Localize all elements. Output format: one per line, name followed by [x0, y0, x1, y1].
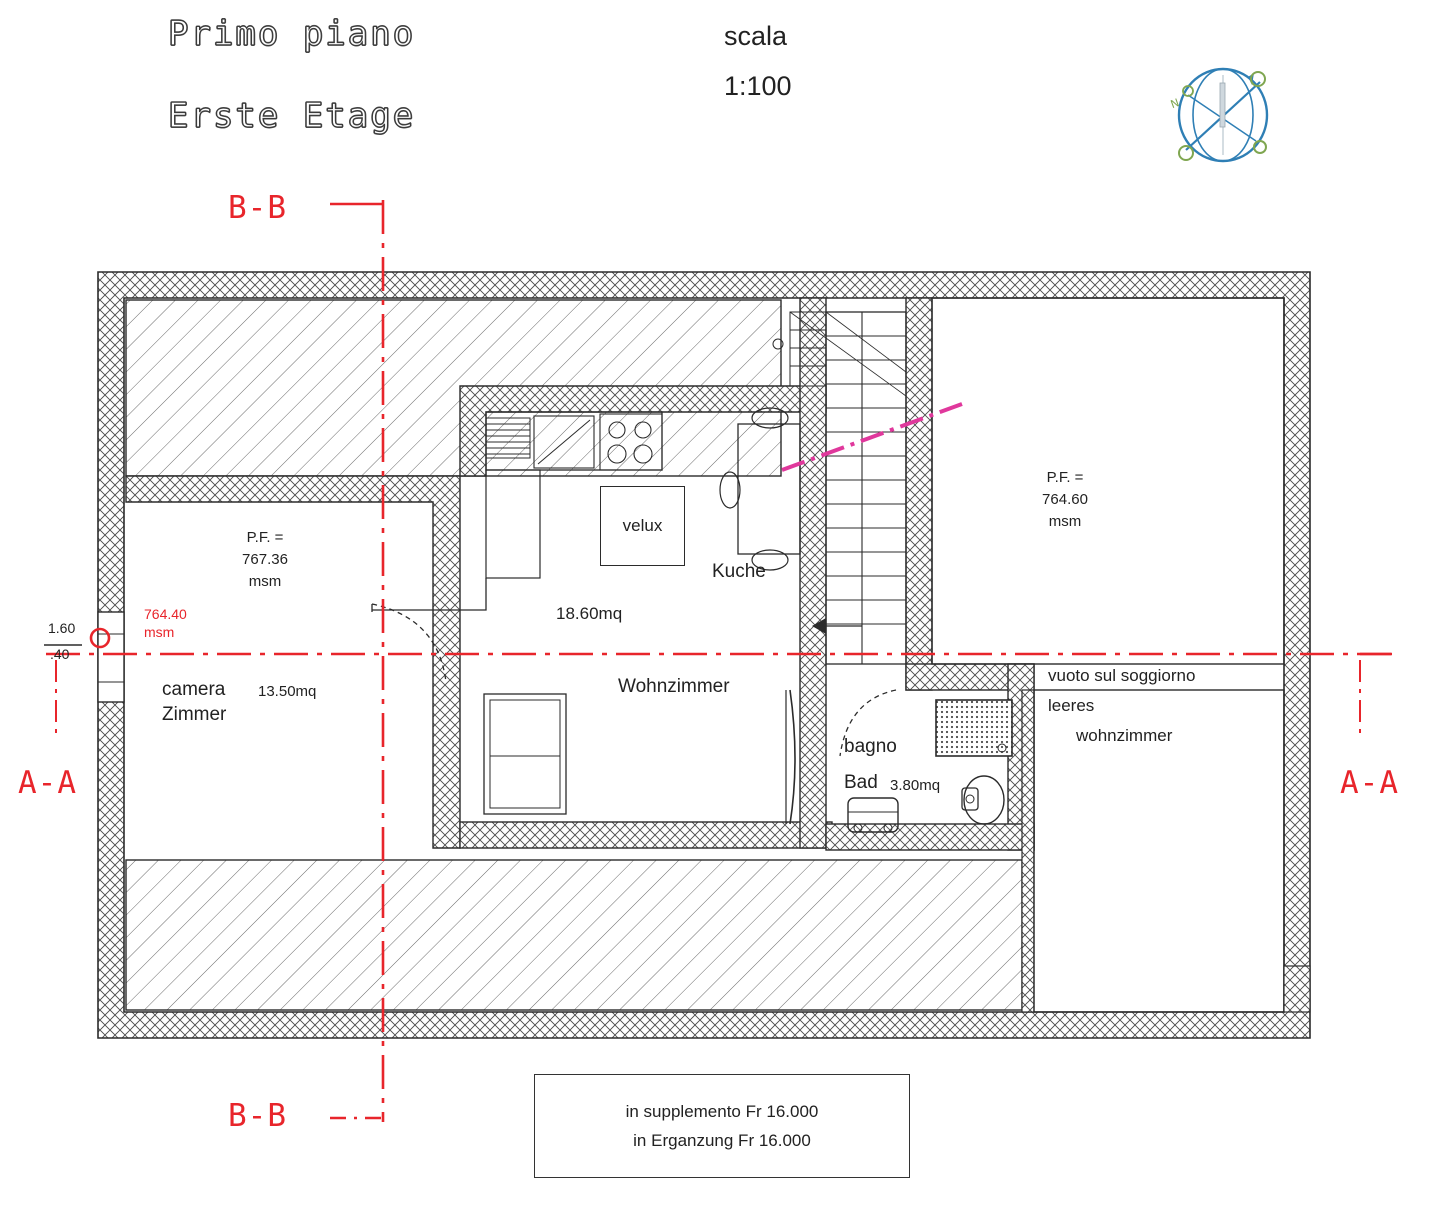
label-kuche: Kuche [712, 561, 766, 582]
elevation-right-room [1000, 467, 1130, 532]
footer-note-de: in Erganzung Fr 16.000 [633, 1130, 811, 1150]
pf-right-line2: 764.60 [1042, 490, 1088, 508]
label-bagno: bagno [844, 736, 897, 757]
svg-text:N: N [1168, 96, 1182, 112]
label-zimmer: Zimmer [162, 704, 227, 725]
scale-label: scala [724, 21, 788, 51]
section-label-bb-top: B-B [228, 190, 287, 226]
label-void-line2: leeres [1048, 696, 1095, 715]
scale-value: 1:100 [724, 71, 792, 101]
section-label-bb-bottom: B-B [228, 1098, 287, 1134]
bathroom-fixtures [848, 700, 1012, 832]
pf-right-line1: P.F. = [1046, 469, 1084, 486]
velux-label: velux [622, 516, 663, 535]
label-camera-area: 13.50mq [258, 683, 317, 700]
red-level-line1: 764.40 [144, 606, 187, 622]
pf-left-line3: msm [248, 572, 282, 590]
title-erste-etage: Erste Etage [168, 96, 416, 136]
entry-opening-left [98, 612, 124, 702]
pf-left-line2: 767.36 [242, 550, 288, 568]
dimension-1-60: 1.60 [48, 620, 76, 636]
label-wohnzimmer: Wohnzimmer [618, 676, 730, 697]
section-label-aa-right: A-A [1340, 765, 1399, 801]
section-label-aa-left: A-A [18, 765, 77, 801]
staircase [773, 312, 906, 664]
window-camera [484, 694, 566, 814]
pf-left-line1: P.F. = [246, 529, 284, 546]
red-elevation-marker [144, 606, 187, 641]
elevation-left-room [200, 527, 330, 592]
label-camera: camera [162, 679, 226, 700]
pf-right-line3: msm [1048, 512, 1082, 530]
supplement-note-box [534, 1074, 910, 1178]
label-void-line1: vuoto sul soggiorno [1048, 666, 1196, 685]
label-void-line3: wohnzimmer [1076, 726, 1173, 745]
footer-note-it: in supplemento Fr 16.000 [625, 1101, 819, 1121]
red-level-line2: msm [144, 623, 175, 640]
title-primo-piano: Primo piano [168, 14, 416, 54]
label-living-area: 18.60mq [556, 604, 623, 623]
window-living [786, 690, 795, 824]
label-bad: Bad [844, 772, 878, 793]
dimension-0-40: .40 [50, 646, 70, 662]
label-bad-area: 3.80mq [890, 777, 941, 794]
velux-skylight [600, 486, 685, 566]
